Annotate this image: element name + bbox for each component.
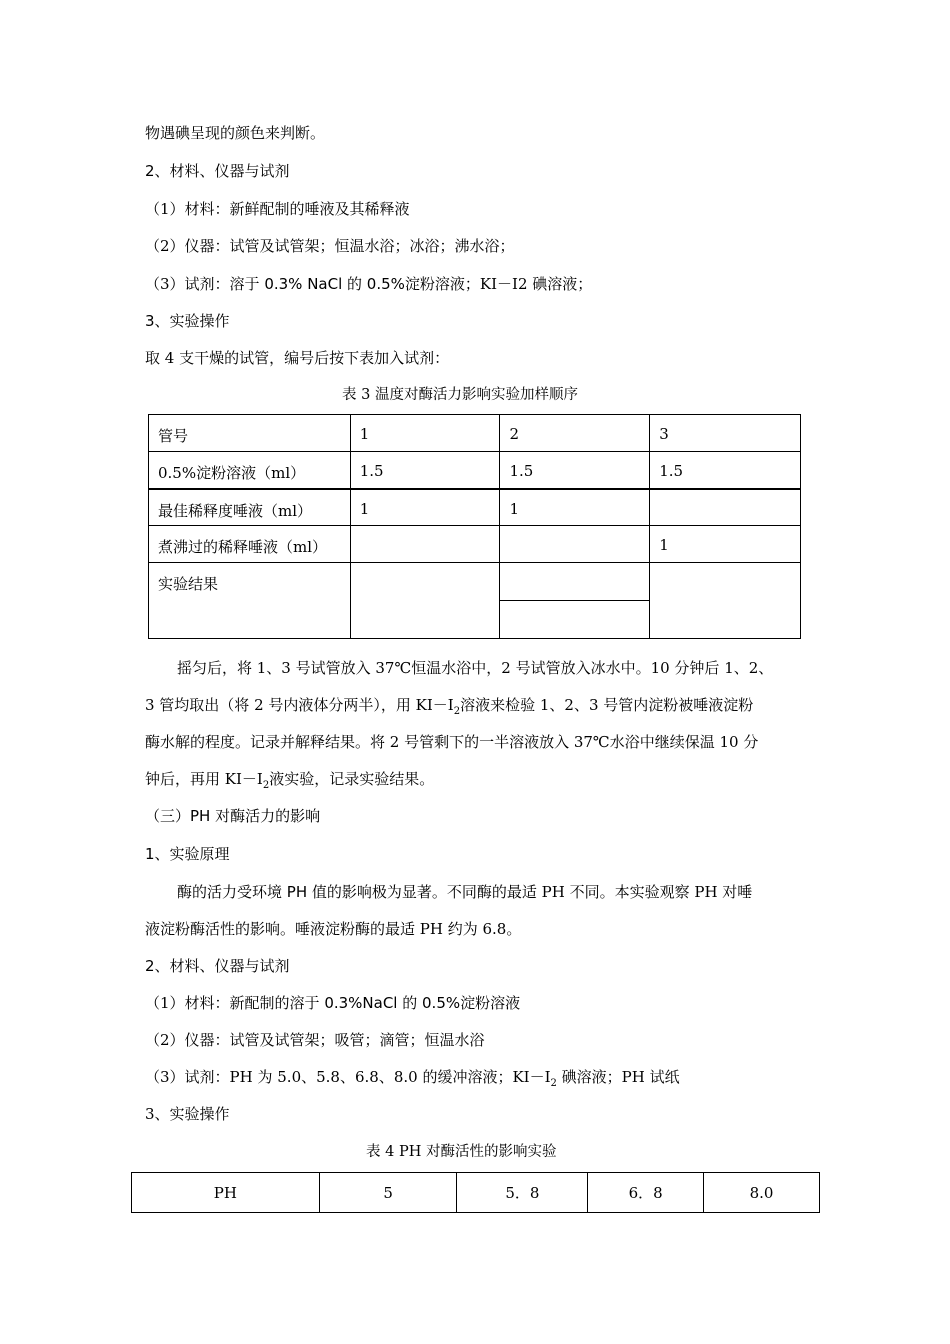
table-cell: 6．8 bbox=[588, 1173, 704, 1213]
ph-effect-table bbox=[131, 1172, 820, 1213]
section-heading: 1、实验原理 bbox=[145, 845, 230, 863]
text-fragment: （3）试剂：PH 为 5.0、5.8、6.8、8.0 的缓冲溶液；KI－I bbox=[145, 1068, 551, 1086]
subscript: 2 bbox=[550, 1078, 557, 1089]
table-cell: 2 bbox=[500, 415, 650, 452]
text-fragment: （3）试剂： bbox=[145, 275, 230, 293]
text-line bbox=[145, 1067, 680, 1087]
text-fragment: 溶液来检验 1、2、3 号管内淀粉被唾液淀粉 bbox=[460, 696, 754, 714]
table-row bbox=[149, 526, 801, 563]
table-row bbox=[149, 452, 801, 489]
table-cell: 0.5%淀粉溶液（ml） bbox=[149, 452, 351, 489]
table-cell: 1 bbox=[350, 489, 500, 526]
table-cell: 管号 bbox=[149, 415, 351, 452]
subscript: 2 bbox=[262, 780, 270, 791]
table-cell bbox=[350, 563, 500, 639]
table-cell: 1 bbox=[650, 526, 801, 563]
text-line: （2）仪器：试管及试管架；吸管；滴管；恒温水浴 bbox=[145, 1031, 485, 1049]
table-cell bbox=[500, 563, 650, 639]
text-fragment: 酶的活力受环境 PH 值的影响极为显著 bbox=[177, 883, 432, 901]
text-line bbox=[145, 695, 753, 715]
text-line bbox=[145, 993, 520, 1013]
subscript: 2 bbox=[453, 706, 461, 717]
section-heading: 2、材料、仪器与试剂 bbox=[145, 957, 290, 975]
text-fragment: ；KI－I2 碘溶液； bbox=[464, 275, 593, 293]
table-row bbox=[149, 415, 801, 452]
table-caption: 表 3 温度对酶活力影响实验加样顺序 bbox=[342, 387, 578, 403]
text-line bbox=[145, 769, 434, 789]
text-fragment: 溶于 0.3%NaCl 的 0.5%淀粉溶液 bbox=[289, 994, 521, 1012]
section-heading: 3、实验操作 bbox=[145, 312, 230, 330]
table-cell: 1 bbox=[500, 489, 650, 526]
text-line: 液淀粉酶活性的影响。唾液淀粉酶的最适 PH 约为 6.8。 bbox=[145, 920, 522, 938]
table-cell: 5 bbox=[319, 1173, 457, 1213]
table-cell: 1.5 bbox=[350, 452, 500, 489]
text-fragment: 液实验，记录实验结果。 bbox=[269, 770, 435, 788]
section-title: （三）PH 对酶活力的影响 bbox=[145, 807, 321, 825]
table-cell: 5．8 bbox=[457, 1173, 588, 1213]
table-cell: 8.0 bbox=[704, 1173, 820, 1213]
table-cell: 最佳稀释度唾液（ml） bbox=[149, 489, 351, 526]
table-cell: PH bbox=[132, 1173, 320, 1213]
table-cell: 1.5 bbox=[500, 452, 650, 489]
text-fragment: 3 管均取出（将 2 号内液体分两半），用 KI－I bbox=[145, 696, 454, 714]
table-row bbox=[149, 563, 801, 639]
table-cell bbox=[500, 526, 650, 563]
result-half-cell bbox=[500, 601, 649, 638]
text-line: （2）仪器：试管及试管架；恒温水浴；冰浴；沸水浴； bbox=[145, 237, 515, 255]
table-row bbox=[149, 489, 801, 526]
table-cell: 实验结果 bbox=[149, 563, 351, 639]
table-cell: 1.5 bbox=[650, 452, 801, 489]
text-line bbox=[145, 274, 592, 294]
text-line: （1）材料：新鲜配制的唾液及其稀释液 bbox=[145, 200, 410, 218]
text-fragment: 钟后，再用 KI－I bbox=[145, 770, 263, 788]
section-heading: 2、材料、仪器与试剂 bbox=[145, 162, 290, 180]
text-line: 摇匀后，将 1、3 号试管放入 37℃恒温水浴中，2 号试管放入冰水中。10 分钟后 1、2、 bbox=[177, 659, 774, 677]
table-cell: 1 bbox=[350, 415, 500, 452]
text-fragment: 碘溶液；PH 试纸 bbox=[556, 1068, 680, 1086]
section-heading: 3、实验操作 bbox=[145, 1105, 230, 1123]
result-half-cell bbox=[500, 563, 649, 601]
text-line: 物遇碘呈现的颜色来判断。 bbox=[145, 124, 326, 142]
table-caption: 表 4 PH 对酶活性的影响实验 bbox=[366, 1144, 557, 1160]
table-cell bbox=[650, 563, 801, 639]
table-cell: 煮沸过的稀释唾液（ml） bbox=[149, 526, 351, 563]
text-line: 取 4 支干燥的试管，编号后按下表加入试剂： bbox=[145, 349, 450, 367]
text-line bbox=[177, 882, 752, 902]
sample-order-table bbox=[148, 414, 801, 639]
text-line: 酶水解的程度。记录并解释结果。将 2 号管剩下的一半溶液放入 37℃水浴中继续保温 10 分 bbox=[145, 733, 759, 751]
table-cell: 3 bbox=[650, 415, 801, 452]
table-cell bbox=[650, 489, 801, 526]
text-fragment: 。不同酶的最适 PH 不同。本实验观察 PH 对唾 bbox=[431, 883, 753, 901]
text-fragment: （1）材料：新配制的 bbox=[145, 994, 290, 1012]
table-row bbox=[132, 1173, 820, 1213]
table-cell bbox=[350, 526, 500, 563]
text-fragment: 溶于 0.3% NaCl 的 0.5%淀粉溶液 bbox=[229, 275, 465, 293]
